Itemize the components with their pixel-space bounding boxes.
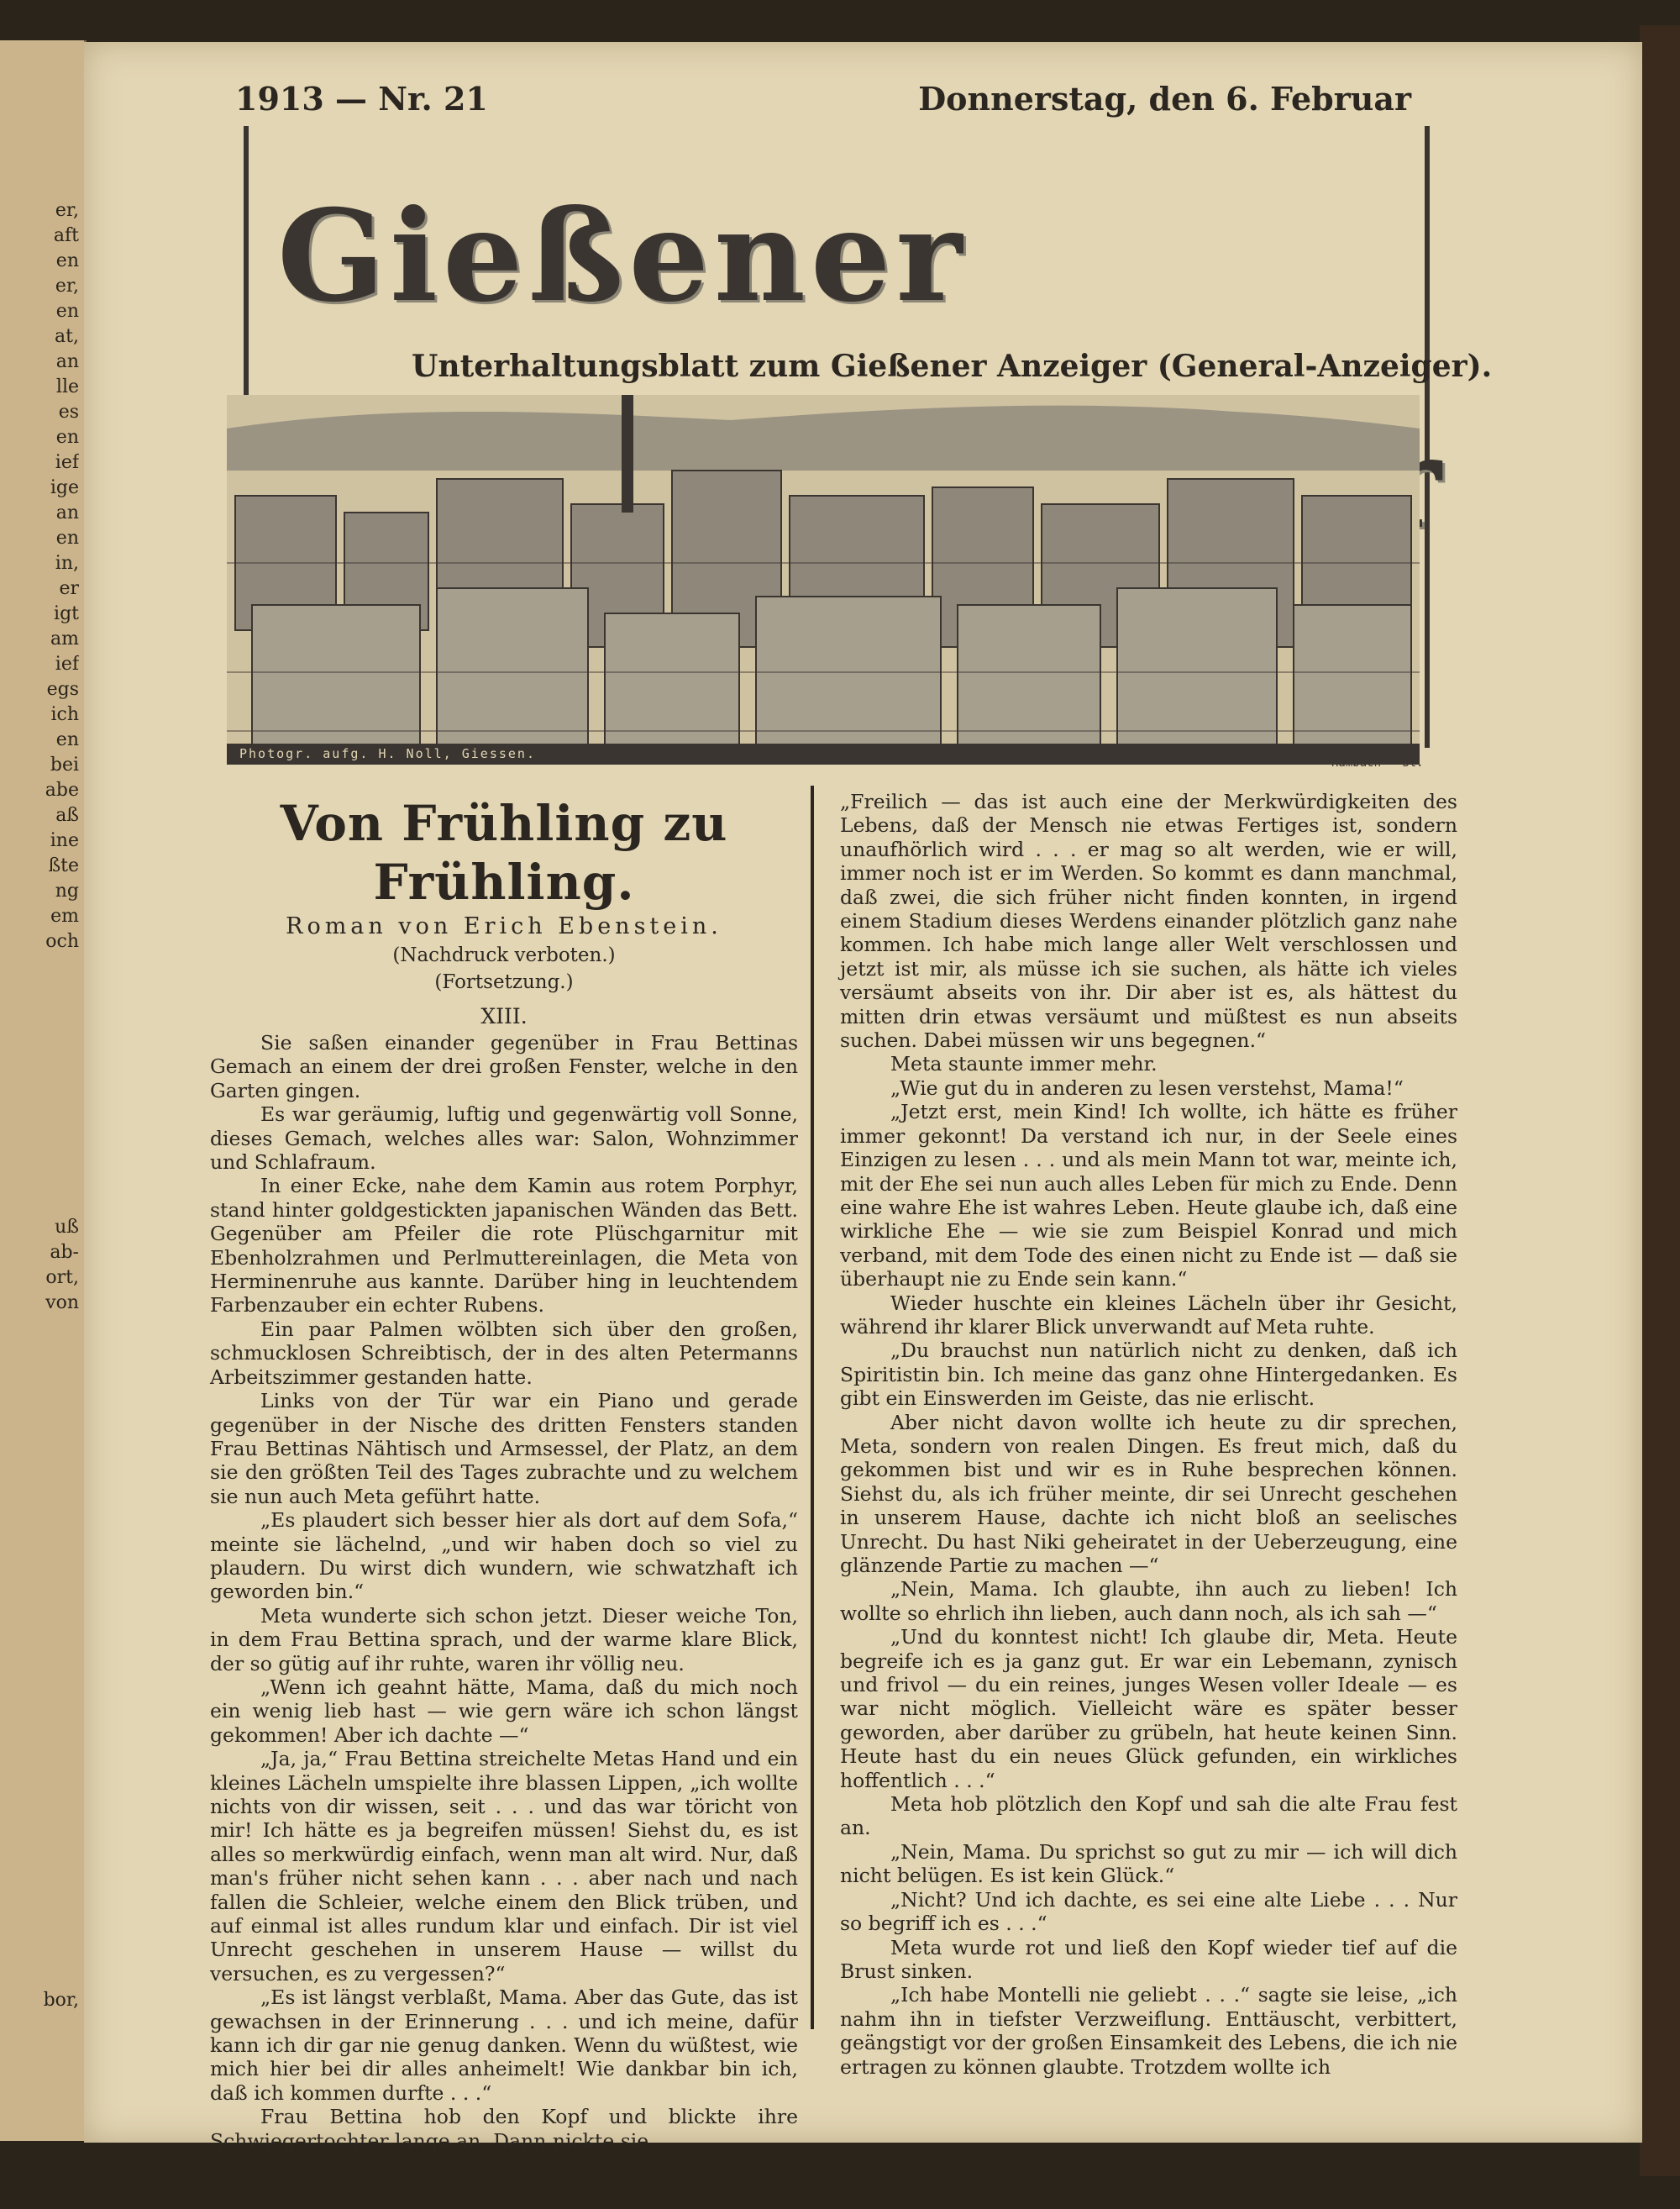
masthead-subtitle: Unterhaltungsblatt zum Gießener Anzeiger (General-Anzeiger). xyxy=(412,349,1493,384)
reprint-note: (Nachdruck verboten.) xyxy=(392,944,616,966)
previous-page-text-fragment: en xyxy=(55,250,79,271)
previous-page-text-fragment: abe xyxy=(45,780,79,801)
article-paragraph: In einer Ecke, nahe dem Kamin aus rotem Porphyr, stand hinter goldgestickten japanischen Wänden das Bett. Gegenüber am Pfeiler die rote Plüschgarnitur mit Ebenholzrahmen und Perlmuttereinlagen, die Meta von Herminenruhe aus kannte. Darüber hing in leuchtendem Farbenzauber ein echter Rubens. xyxy=(210,1174,798,1318)
previous-page-text-fragment: an xyxy=(55,351,79,372)
article-paragraph: „Nein, Mama. Du sprichst so gut zu mir — ich will dich nicht belügen. Es ist kein Glück.“ xyxy=(840,1839,1457,1888)
previous-page-text-fragment: ab- xyxy=(50,1242,79,1263)
previous-page-text-fragment: at, xyxy=(55,326,79,347)
previous-page-text-fragment: ng xyxy=(55,881,79,902)
article-left-column xyxy=(210,794,798,2153)
photo-credit: Photogr. aufg. H. Noll, Giessen. xyxy=(239,746,536,761)
article-byline: Roman von Erich Ebenstein. xyxy=(286,913,722,939)
article-paragraph: „Du brauchst nun natürlich nicht zu denken, daß ich Spiritistin bin. Ich meine das ganz ohne Hintergedanken. Es gibt ein Einswerden im Geiste, das nie erlischt. xyxy=(840,1339,1457,1411)
previous-page-text-fragment: ige xyxy=(50,477,79,498)
previous-page-text-fragment: er, xyxy=(55,200,79,221)
issue-line xyxy=(235,80,1411,130)
article-paragraph: Frau Bettina hob den Kopf und blickte ihre Schwiegertochter lange an. Dann nickte sie. xyxy=(210,2105,798,2153)
article-paragraph: „Und du konntest nicht! Ich glaube dir, Meta. Heute begreife ich es ja ganz gut. Er war ein Lebemann, zynisch und frivol — du ein reines, junges Wesen voller Ideale — es war nicht möglich. Vielleicht wäre es später besser geworden, aber darüber zu grübeln, hat heute keinen Sinn. Heute hast du ein neues Glück gefunden, ein wirkliches hoffentlich . . .“ xyxy=(840,1625,1457,1792)
city-illustration xyxy=(227,395,1420,765)
previous-page-text-fragment: bor, xyxy=(43,1990,79,2011)
previous-page-text-fragment: en xyxy=(55,528,79,549)
article-paragraph: Sie saßen einander gegenüber in Frau Bettinas Gemach an einem der drei großen Fenster, welche in den Garten gingen. xyxy=(210,1031,798,1102)
article-right-column xyxy=(840,790,1457,2079)
previous-page-text-fragment: in, xyxy=(55,553,79,574)
article-paragraph: „Es plaudert sich besser hier als dort auf dem Sofa,“ meinte sie lächelnd, „und wir haben doch so viel zu plaudern. Du wirst dich wundern, wie schwatzhaft ich geworden bin.“ xyxy=(210,1508,798,1604)
book-spine-edge xyxy=(1640,25,1680,2176)
previous-page-text-fragment: och xyxy=(45,931,79,952)
previous-page-text-fragment: er, xyxy=(55,276,79,297)
article-paragraph: „Wenn ich geahnt hätte, Mama, daß du mich noch ein wenig lieb hast — wie gern wäre ich schon längst gekommen! Aber ich dachte —“ xyxy=(210,1675,798,1747)
previous-page-text-fragment: von xyxy=(45,1292,79,1313)
article-paragraph: Meta hob plötzlich den Kopf und sah die alte Frau fest an. xyxy=(840,1792,1457,1840)
previous-page-text-fragment: ief xyxy=(55,654,79,675)
previous-page-text-fragment: uß xyxy=(55,1217,79,1238)
previous-page-text-fragment: ort, xyxy=(45,1267,79,1288)
previous-page-text-fragment: en xyxy=(55,427,79,448)
masthead-title: Gießener xyxy=(277,182,968,330)
article-paragraph: Meta staunte immer mehr. xyxy=(890,1052,1158,1076)
chapter-number: XIII. xyxy=(480,1004,528,1028)
previous-page-text-fragment: en xyxy=(55,301,79,322)
article-paragraph: „Jetzt erst, mein Kind! Ich wollte, ich hätte es früher immer gekonnt! Da verstand ich nur, in der Seele eines Einzigen zu lesen . . . und als mein Mann tot war, meinte ich, mit der Ehe sei nun auch alles Leben für mich zu Ende. Denn eine wahre Ehe ist wahres Leben. Heute glaube ich, daß eine wirkliche Ehe — wie sie zum Beispiel Konrad und mich verband, mit dem Tode des einen nicht zu Ende ist — daß sie überhaupt nie zu Ende sein kann.“ xyxy=(840,1100,1457,1291)
previous-page-text-fragment: bei xyxy=(50,755,79,776)
previous-page-text-fragment: ßte xyxy=(48,855,79,876)
previous-page-edge xyxy=(0,40,87,2141)
previous-page-text-fragment: igt xyxy=(54,603,79,624)
previous-page-text-fragment: er xyxy=(59,578,79,599)
previous-page-text-fragment: em xyxy=(50,906,79,927)
previous-page-text-fragment: es xyxy=(58,402,79,423)
previous-page-text-fragment: ine xyxy=(50,830,79,851)
article-paragraph: Links von der Tür war ein Piano und gerade gegenüber in der Nische des dritten Fensters standen Frau Bettinas Nähtisch und Armsessel, der Platz, an dem sie den größten Teil des Tages zubrachte und zu welchem sie nun auch Meta geführt hatte. xyxy=(210,1389,798,1508)
article-title: Von Frühling zu Frühling. xyxy=(280,795,728,911)
column-rule xyxy=(811,786,814,2029)
issue-date: Donnerstag, den 6. Februar xyxy=(918,80,1411,118)
article-paragraph: „Ich habe Montelli nie geliebt . . .“ sagte sie leise, „ich nahm ihn in tiefster Verzweiflung. Enttäuscht, verbittert, geängstigt vor der großen Einsamkeit des Lebens, die ich nie ertragen zu können glaubte. Trotzdem wollte ich xyxy=(840,1983,1457,2079)
article-paragraph: „Nein, Mama. Ich glaubte, ihn auch zu lieben! Ich wollte so ehrlich ihn lieben, auch dann noch, als ich sah —“ xyxy=(840,1577,1457,1625)
previous-page-text-fragment: an xyxy=(55,502,79,523)
article-paragraph: „Freilich — das ist auch eine der Merkwürdigkeiten des Lebens, daß der Mensch nie etwas Fertiges ist, sondern unaufhörlich wird . . . er mag so alt werden, wie er will, immer noch ist er im Werden. So kommt es dann manchmal, daß zwei, die sich früher nicht finden konnten, in irgend einem Stadium dieses Werdens einander plötzlich ganz nahe kommen. Ich habe mich lange aller Welt verschlossen und jetzt ist mir, als müsse ich sie suchen, als hätte ich vieles versäumt abseits von ihr. Dir aber ist es, als hättest du mitten drin etwas versäumt und müßtest es nun abseits suchen. Dabei müssen wir uns begegnen.“ xyxy=(840,790,1457,1053)
article-paragraph: „Es ist längst verblaßt, Mama. Aber das Gute, das ist gewachsen in der Erinnerung . . . und ich meine, dafür kann ich dir gar nie genug danken. Wenn du wüßtest, wie mich hier bei dir alles anheimelt! Wie dankbar bin ich, daß ich kommen durfte . . .“ xyxy=(210,1985,798,2105)
previous-page-text-fragment: am xyxy=(50,629,79,650)
article-paragraph: Es war geräumig, luftig und gegenwärtig voll Sonne, dieses Gemach, welches alles war: Salon, Wohnzimmer und Schlafraum. xyxy=(210,1102,798,1175)
previous-page-text-fragment: ich xyxy=(50,704,79,725)
article-paragraph: Wieder huschte ein kleines Lächeln über ihr Gesicht, während ihr klarer Blick unverwandt auf Meta ruhte. xyxy=(840,1291,1457,1339)
previous-page-text-fragment: lle xyxy=(55,376,79,397)
article-paragraph: „Nicht? Und ich dachte, es sei eine alte Liebe . . . Nur so begriff ich es . . .“ xyxy=(840,1887,1457,1936)
article-paragraph: Meta wurde rot und ließ den Kopf wieder tief auf die Brust sinken. xyxy=(840,1935,1457,1983)
issue-number: 1913 — Nr. 21 xyxy=(235,80,488,118)
article-paragraph: Aber nicht davon wollte ich heute zu dir sprechen, Meta, sondern von realen Dingen. Es freut mich, daß du gekommen bist und wir es in Ruhe besprechen können. Siehst du, als ich früher meinte, dir sei Unrecht geschehen in unserem Hause, dachte ich nicht bloß an seelisches Unrecht. Du hast Niki geheiratet in der Ueberzeugung, eine glänzende Partie zu machen —“ xyxy=(840,1410,1457,1577)
article-paragraph: Ein paar Palmen wölbten sich über den großen, schmucklosen Schreibtisch, der in des alten Petermanns Arbeitszimmer gestanden hatte. xyxy=(210,1317,798,1389)
article-paragraph: „Wie gut du in anderen zu lesen verstehst, Mama!“ xyxy=(890,1076,1404,1100)
previous-page-text-fragment: en xyxy=(55,729,79,750)
article-paragraph: Meta wunderte sich schon jetzt. Dieser weiche Ton, in dem Frau Bettina sprach, und der warme klare Blick, der so gütig auf ihr ruhte, waren ihr völlig neu. xyxy=(210,1603,798,1675)
previous-page-text-fragment: aft xyxy=(53,225,79,246)
previous-page-text-fragment: egs xyxy=(46,679,79,700)
engraver-credit: Hambach - St. xyxy=(1331,756,1424,770)
continuation-note: (Fortsetzung.) xyxy=(434,971,574,993)
article-paragraph: „Ja, ja,“ Frau Bettina streichelte Metas Hand und ein kleines Lächeln umspielte ihre blassen Lippen, „ich wollte nichts von dir wissen, seit . . . und das war töricht von mir! Ich hätte es ja begreifen müssen! Siehst du, es ist alles so merkwürdig einfach, wenn man alt wird. Nur, daß man's früher nicht sehen kann . . . aber nach und nach fallen die Schleier, welche einem den Blick trüben, und auf einmal ist alles rundum klar und einfach. Dir ist viel Unrecht geschehen in unserem Hause — willst du versuchen, es zu vergessen?“ xyxy=(210,1747,798,1985)
previous-page-text-fragment: aß xyxy=(55,805,79,826)
previous-page-text-fragment: ief xyxy=(55,452,79,473)
